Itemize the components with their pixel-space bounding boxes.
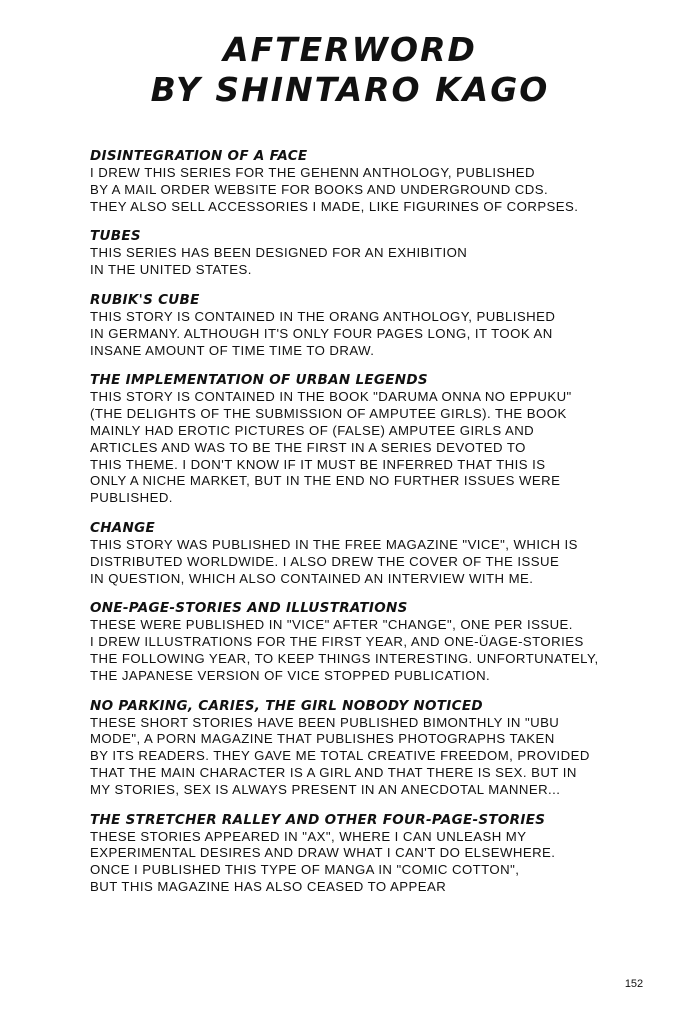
section-text-line: THESE STORIES APPEARED IN "AX", WHERE I CAN UNLEASH MY [90,828,527,844]
afterword-section [90,372,650,507]
section-title: THE STRETCHER RALLEY AND OTHER FOUR-PAGE-STORIES [90,811,546,828]
section-text-line: EXPERIMENTAL DESIRES AND DRAW WHAT I CAN'T DO ELSEWHERE. [90,845,556,861]
afterword-section [90,812,650,896]
section-text-line: IN QUESTION, WHICH ALSO CONTAINED AN INTERVIEW WITH ME. [90,570,534,586]
section-text-line: MY STORIES, SEX IS ALWAYS PRESENT IN AN ANECDOTAL MANNER... [90,781,561,797]
section-text-line: THIS THEME. I DON'T KNOW IF IT MUST BE INFERRED THAT THIS IS [90,456,546,472]
section-text-line: THESE WERE PUBLISHED IN "VICE" AFTER "CHANGE", ONE PER ISSUE. [90,617,573,633]
section-text-line: THIS SERIES HAS BEEN DESIGNED FOR AN EXHIBITION [90,245,468,261]
afterword-section [90,698,650,799]
section-text-line: BUT THIS MAGAZINE HAS ALSO CEASED TO APPEAR [90,878,447,894]
afterword-section [90,520,650,587]
afterword-section [90,228,650,279]
section-text-line: DISTRIBUTED WORLDWIDE. I ALSO DREW THE COVER OF THE ISSUE [90,553,560,569]
section-title: CHANGE [90,519,156,536]
afterword-title: AFTERWORD [223,30,477,69]
section-text-line: (THE DELIGHTS OF THE SUBMISSION OF AMPUTEE GIRLS). THE BOOK [90,406,567,422]
section-title: NO PARKING, CARIES, THE GIRL NOBODY NOTICED [90,697,483,714]
section-text-line: THIS STORY IS CONTAINED IN THE BOOK "DARUMA ONNA NO EPPUKU" [90,389,572,405]
section-text-line: MAINLY HAD EROTIC PICTURES OF (FALSE) AMPUTEE GIRLS AND [90,422,535,438]
section-text-line: THE FOLLOWING YEAR, TO KEEP THINGS INTERESTING. UNFORTUNATELY, [90,650,599,666]
section-title: TUBES [90,228,141,245]
section-text-line: IN GERMANY. ALTHOUGH IT'S ONLY FOUR PAGES LONG, IT TOOK AN [90,325,553,341]
section-text-line: ARTICLES AND WAS TO BE THE FIRST IN A SERIES DEVOTED TO [90,439,526,455]
section-title: THE IMPLEMENTATION OF URBAN LEGENDS [90,372,428,389]
section-text-line: THAT THE MAIN CHARACTER IS A GIRL AND THAT THERE IS SEX. BUT IN [90,764,577,780]
section-text-line: ONLY A NICHE MARKET, BUT IN THE END NO FURTHER ISSUES WERE [90,473,561,489]
section-text-line: PUBLISHED. [90,490,173,506]
afterword-section [90,600,650,684]
afterword-section [90,148,650,215]
page-number: 152 [624,978,644,990]
section-text-line: BY ITS READERS. THEY GAVE ME TOTAL CREATIVE FREEDOM, PROVIDED [90,748,590,764]
section-text-line: I DREW THIS SERIES FOR THE GEHENN ANTHOLOGY, PUBLISHED [90,165,535,180]
afterword-section [90,292,650,359]
section-text-line: INSANE AMOUNT OF TIME TIME TO DRAW. [90,342,375,358]
section-title: DISINTEGRATION OF A FACE [90,148,308,164]
section-text-line: THIS STORY WAS PUBLISHED IN THE FREE MAGAZINE "VICE", WHICH IS [90,536,578,552]
section-text-line: ONCE I PUBLISHED THIS TYPE OF MANGA IN "COMIC COTTON", [90,862,520,878]
author-byline: BY SHINTARO KAGO [150,70,550,109]
afterword-sections [90,148,650,909]
section-text-line: I DREW ILLUSTRATIONS FOR THE FIRST YEAR, AND ONE-ÜAGE-STORIES [90,634,584,650]
section-title: RUBIK'S CUBE [90,291,200,308]
section-text-line: THESE SHORT STORIES HAVE BEEN PUBLISHED BIMONTHLY IN "UBU [90,714,560,730]
section-text-line: MODE", A PORN MAGAZINE THAT PUBLISHES PHOTOGRAPHS TAKEN [90,731,555,747]
section-text-line: THIS STORY IS CONTAINED IN THE ORANG ANTHOLOGY, PUBLISHED [90,308,556,324]
section-text-line: IN THE UNITED STATES. [90,262,252,278]
section-title: ONE-PAGE-STORIES AND ILLUSTRATIONS [90,600,408,617]
section-text-line: THEY ALSO SELL ACCESSORIES I MADE, LIKE FIGURINES OF CORPSES. [90,198,579,214]
section-text-line: THE JAPANESE VERSION OF VICE STOPPED PUBLICATION. [90,667,491,683]
section-text-line: BY A MAIL ORDER WEBSITE FOR BOOKS AND UNDERGROUND CDS. [90,181,549,197]
